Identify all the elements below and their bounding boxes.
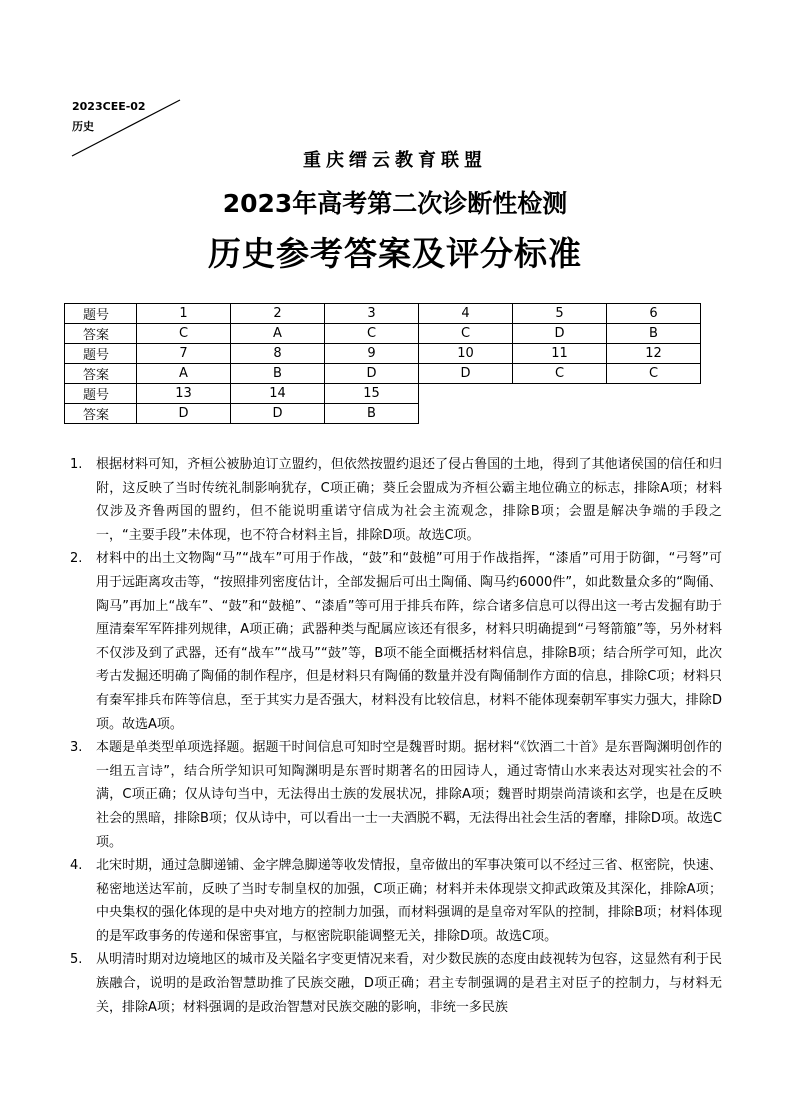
label-question-no: 题号 [65,384,137,404]
explanation-item [70,948,722,1019]
question-number-cell: 15 [325,384,419,404]
empty-cell [513,404,607,424]
question-number-cell: 8 [231,344,325,364]
question-number-cell: 5 [513,304,607,324]
explanation-number: 1. [70,457,83,472]
explanation-number: 5. [70,952,83,968]
explanation-text: 北宋时期，通过急脚递铺、金字牌急脚递等收发情报，皇帝做出的军事决策可以不经过三省、枢密院，快速、秘密地送达军前，反映了当时专制皇权的加强，C项正确；材料并未体现崇文抑武政策及其深化，排除A项；中央集权的强化体现的是中央对地方的控制力加强，而材料强调的是皇帝对军队的控制，排除B项；材料体现的是军政事务的传递和保密事宜，与枢密院职能调整无关，排除D项。故选C项。 [96,858,722,944]
explanation-item [70,854,722,948]
explanations-list [70,453,722,1019]
label-answer: 答案 [65,364,137,384]
question-number-cell: 6 [607,304,701,324]
empty-cell [607,404,701,424]
answer-cell: B [325,404,419,424]
answer-cell: C [419,324,513,344]
answer-cell: D [231,404,325,424]
answer-row [65,364,701,384]
question-number-row [65,304,701,324]
answer-cell: C [137,324,231,344]
answer-cell: C [607,364,701,384]
answer-cell: A [137,364,231,384]
question-number-cell: 14 [231,384,325,404]
answer-cell: D [137,404,231,424]
explanation-text: 根据材料可知，齐桓公被胁迫订立盟约，但依然按盟约退还了侵占鲁国的土地，得到了其他诸侯国的信任和归附，这反映了当时传统礼制影响犹存，C项正确；葵丘会盟成为齐桓公霸主地位确立的标志，排除A项；材料仅涉及齐鲁两国的盟约，但不能说明重诺守信成为社会主流观念，排除B项；会盟是解决争端的手段之一，“主要手段”未体现，也不符合材料主旨，排除D项。故选C项。 [96,457,722,543]
empty-cell [607,384,701,404]
question-number-row [65,344,701,364]
answer-cell: D [325,364,419,384]
answer-table [64,303,701,424]
explanation-number: 2. [70,551,83,567]
answer-cell: C [325,324,419,344]
question-number-cell: 11 [513,344,607,364]
label-answer: 答案 [65,324,137,344]
question-number-cell: 10 [419,344,513,364]
answer-cell: D [513,324,607,344]
answer-cell: C [513,364,607,384]
doc-code: 2023CEE-02 [72,100,146,113]
answer-row [65,404,701,424]
answer-cell: A [231,324,325,344]
empty-cell [419,384,513,404]
question-number-cell: 13 [137,384,231,404]
explanation-text: 材料中的出土文物陶“马”“战车”可用于作战，“鼓”和“鼓槌”可用于作战指挥，“漆盾”可用于防御，“弓弩”可用于远距离攻击等，“按照排列密度估计，全部发掘后可出土陶俑、陶马约6000件”，如此数量众多的“陶俑、陶马”再加上“战车”、“鼓”和“鼓槌”、“漆盾”等可用于排兵布阵，综合诸多信息可以得出这一考古发掘有助于厘清秦军军阵排列规律，A项正确；武器种类与配属应该还有很多，材料只明确提到“弓弩箭箙”等，另外材料不仅涉及到了武器，还有“战车”“战马”“鼓”等，B项不能全面概括材料信息，排除B项；结合所学可知，此次考古发掘还明确了陶俑的制作程序，但是材料只有陶俑的数量并没有陶俑制作方面的信息，排除C项；材料只有秦军排兵布阵等信息，至于其实力是否强大，材料没有比较信息，材料不能体现秦朝军事实力强大，排除D项。故选A项。 [96,551,722,732]
label-question-no: 题号 [65,344,137,364]
label-question-no: 题号 [65,304,137,324]
question-number-cell: 1 [137,304,231,324]
explanation-item [70,453,722,547]
explanation-item [70,547,722,736]
label-answer: 答案 [65,404,137,424]
question-number-cell: 12 [607,344,701,364]
exam-title: 2023年高考第二次诊断性检测 [222,189,568,218]
explanation-text: 本题是单类型单项选择题。据题干时间信息可知时空是魏晋时期。据材料“《饮酒二十首》是东晋陶渊明创作的一组五言诗”，结合所学知识可知陶渊明是东晋时期著名的田园诗人，通过寄情山水来表达对现实社会的不满，C项正确；仅从诗句当中，无法得出士族的发展状况，排除A项；魏晋时期崇尚清谈和玄学，也是在反映社会的黑暗，排除B项；仅从诗中，可以看出一士一夫酒脱不羁，无法得出社会生活的奢靡，排除D项。故选C项。 [96,740,723,850]
explanation-item [70,736,722,854]
question-number-cell: 7 [137,344,231,364]
page-title: 历史参考答案及评分标准 [208,234,582,273]
answer-row [65,324,701,344]
explanation-text: 从明清时期对边境地区的城市及关隘名字变更情况来看，对少数民族的态度由歧视转为包容，这显然有利于民族融合，说明的是政治智慧助推了民族交融，D项正确；君主专制强调的是君主对臣子的控制力，与材料无关，排除A项；材料强调的是政治智慧对民族交融的影响，非统一多民族 [96,952,722,1015]
explanation-number: 3. [70,740,83,756]
question-number-cell: 3 [325,304,419,324]
organization-name: 重庆缙云教育联盟 [303,150,487,171]
question-number-cell: 2 [231,304,325,324]
answer-cell: B [231,364,325,384]
answer-cell: D [419,364,513,384]
question-number-row [65,384,701,404]
empty-cell [513,384,607,404]
doc-subject: 历史 [72,120,94,133]
question-number-cell: 9 [325,344,419,364]
question-number-cell: 4 [419,304,513,324]
answer-cell: B [607,324,701,344]
empty-cell [419,404,513,424]
explanation-number: 4. [70,858,83,874]
